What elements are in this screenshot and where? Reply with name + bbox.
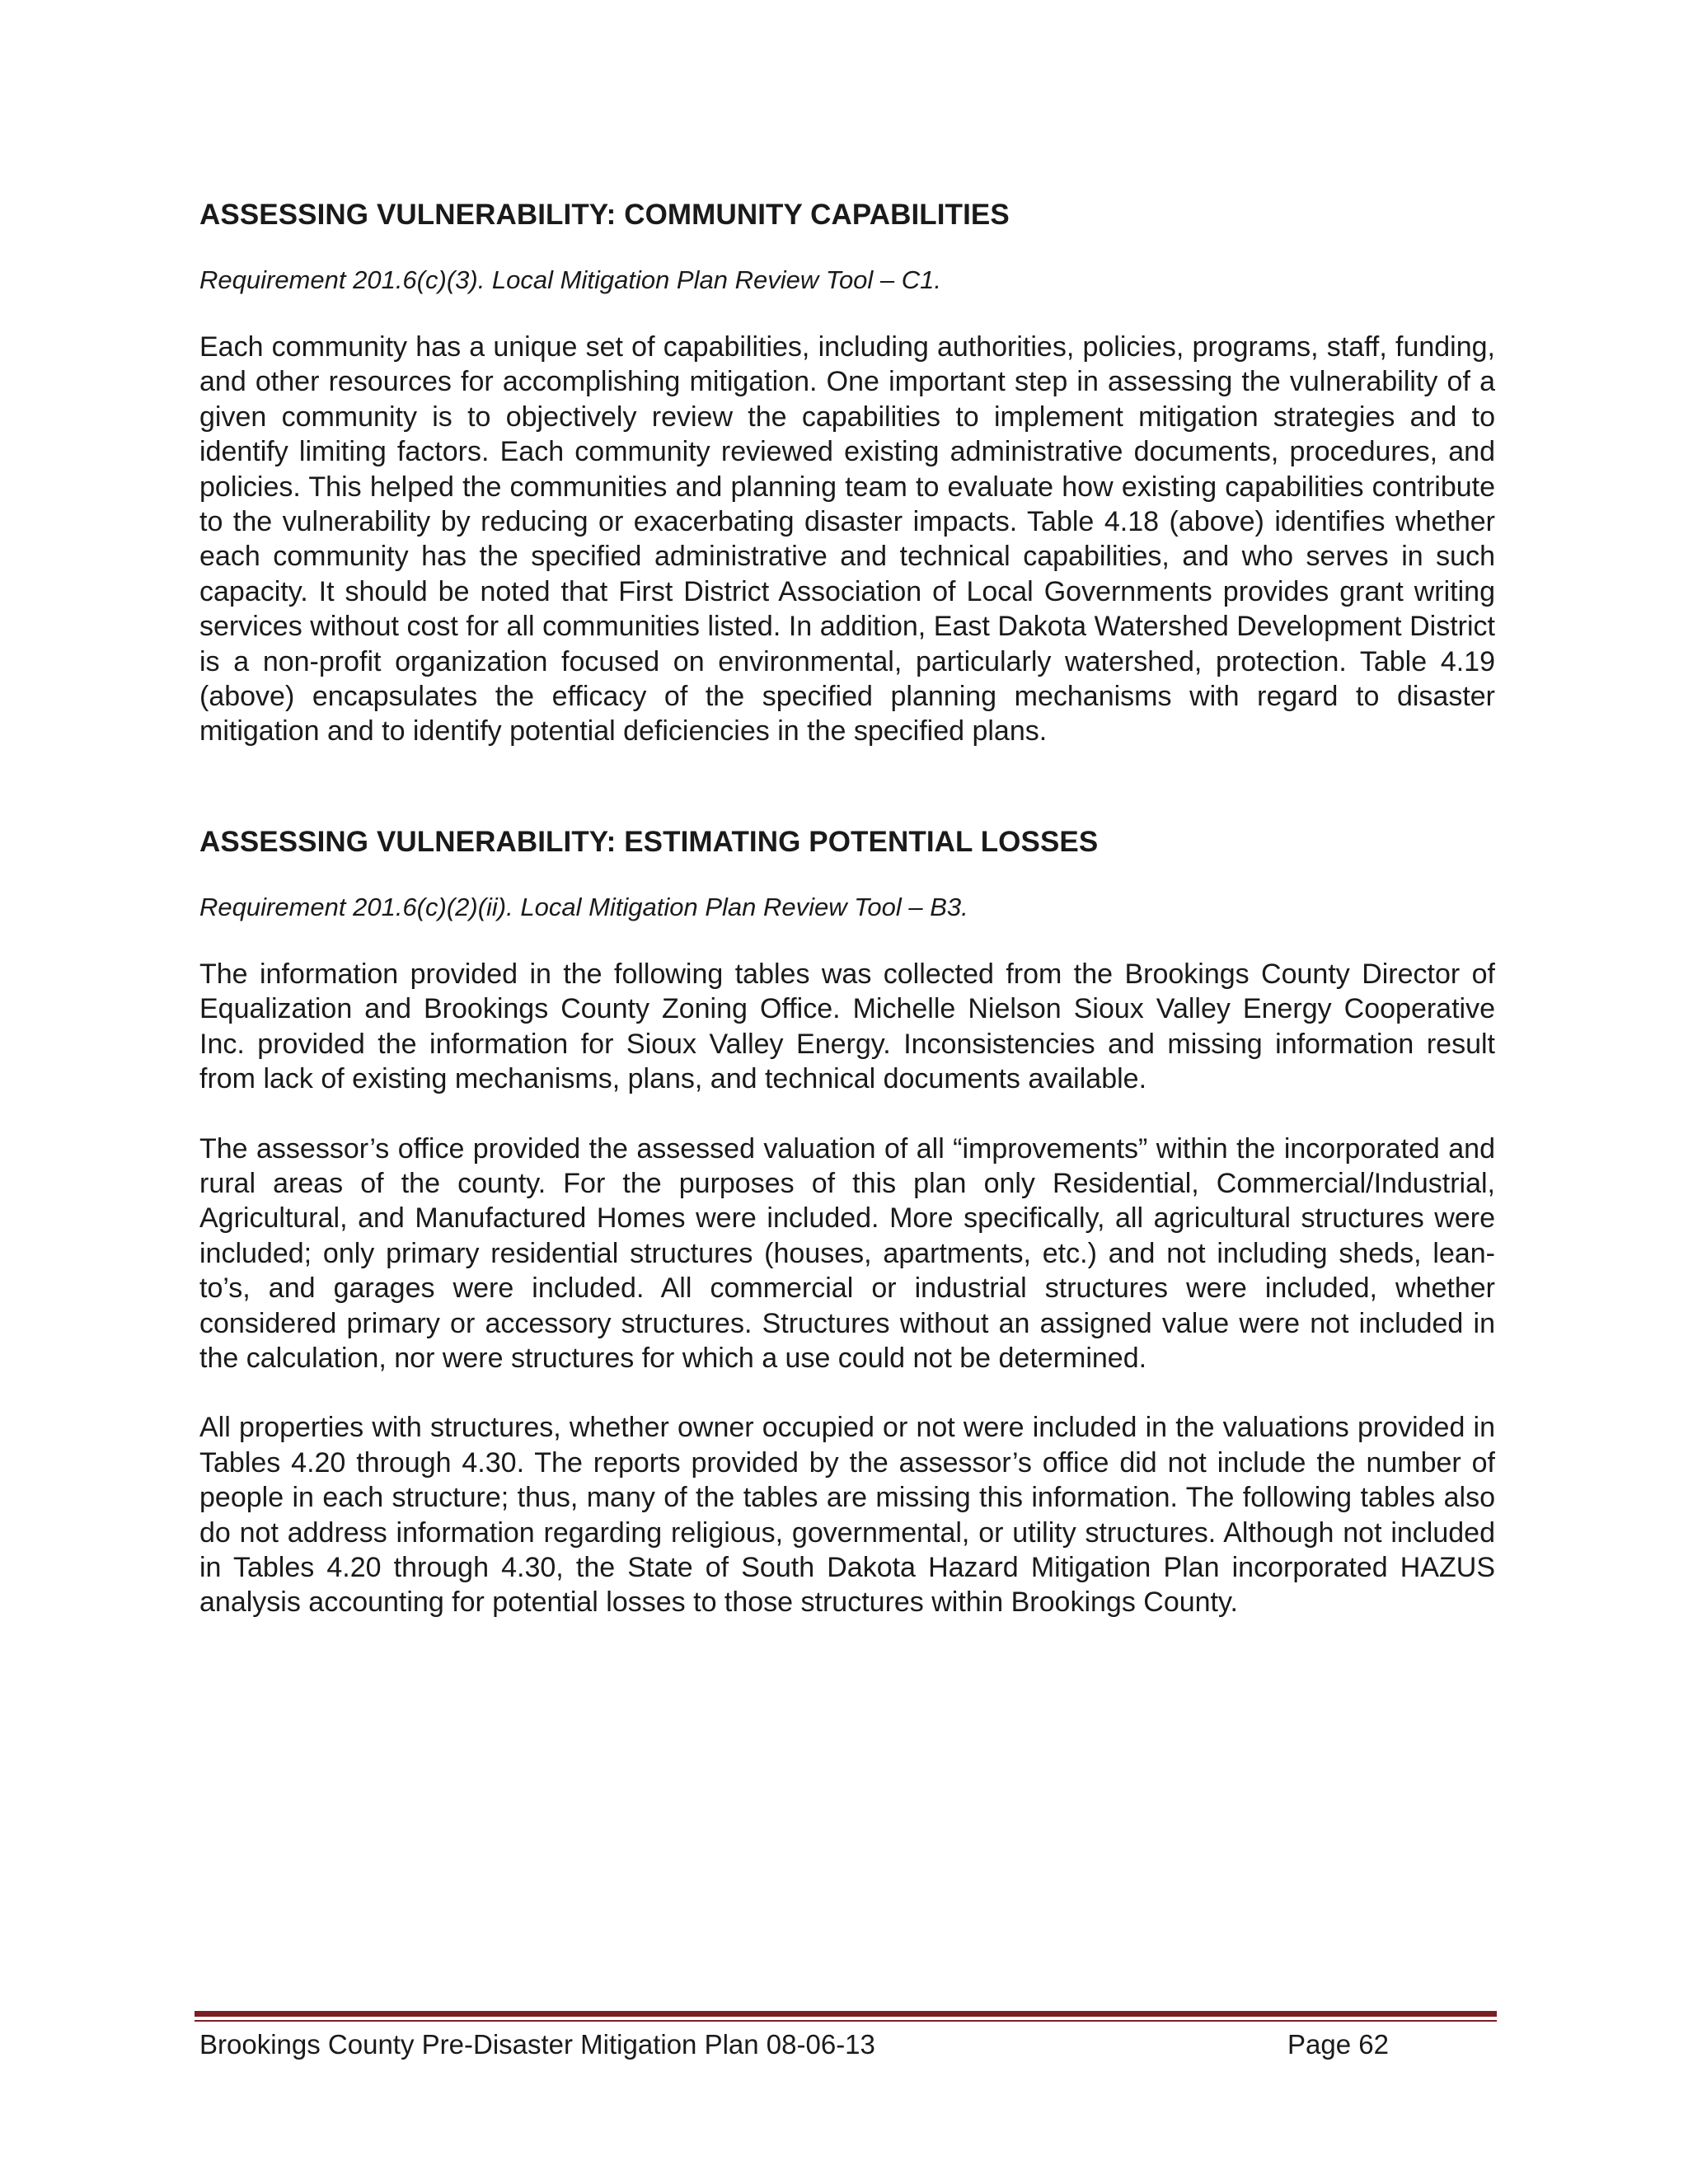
footer-rule-thin [195, 2020, 1497, 2022]
section-heading: ASSESSING VULNERABILITY: ESTIMATING POTENTIAL LOSSES [199, 825, 1099, 858]
section-heading: ASSESSING VULNERABILITY: COMMUNITY CAPABILITIES [199, 199, 1010, 231]
body-paragraph: The information provided in the following tables was collected from the Brookings County Director of Equalization and Brookings County Zoning Office. Michelle Nielson Sioux Valley Energy Cooperative Inc. provided the information for Sioux Valley Energy. Inconsistencies and missing information result from lack of existing mechanisms, plans, and technical documents available. [199, 958, 1495, 1095]
body-paragraph: Each community has a unique set of capabilities, including authorities, policies, programs, staff, funding, and other resources for accomplishing mitigation. One important step in assessing the vulnerability of a given community is to objectively review the capabilities to implement mitigation strategies and to identify limiting factors. Each community reviewed existing administrative documents, procedures, and policies. This helped the communities and planning team to evaluate how existing capabilities contribute to the vulnerability by reducing or exacerbating disaster impacts. Table 4.18 (above) identifies whether each community has the specified administrative and technical capabilities, and who serves in such capacity. It should be noted that First District Association of Local Governments provides grant writing services without cost for all communities listed. In addition, East Dakota Watershed Development District is a non-profit organization focused on environmental, particularly watershed, protection. Table 4.19 (above) encapsulates the efficacy of the specified planning mechanisms with regard to disaster mitigation and to identify potential deficiencies in the specified plans. [199, 331, 1495, 748]
page-content [199, 198, 1495, 1620]
footer-rule [195, 2011, 1497, 2017]
body-paragraph: The assessor’s office provided the assessed valuation of all “improvements” within the incorporated and rural areas of the county. For the purposes of this plan only Residential, Commercial/Industrial, Agricultural, and Manufactured Homes were included. More specifically, all agricultural structures were included; only primary residential structures (houses, apartments, etc.) and not including sheds, lean-to’s, and garages were included. All commercial or industrial structures were included, whether considered primary or accessory structures. Structures without an assigned value were not included in the calculation, nor were structures for which a use could not be determined. [199, 1132, 1495, 1374]
footer-page-number: Page 62 [1287, 2029, 1389, 2060]
body-paragraph: All properties with structures, whether owner occupied or not were included in the valuations provided in Tables 4.20 through 4.30. The reports provided by the assessor’s office did not include the number of people in each structure; thus, many of the tables are missing this information. The following tables also do not address information regarding religious, governmental, or utility structures. Although not included in Tables 4.20 through 4.30, the State of South Dakota Hazard Mitigation Plan incorporated HAZUS analysis accounting for potential losses to those structures within Brookings County. [199, 1412, 1495, 1619]
requirement-reference: Requirement 201.6(c)(2)(ii). Local Mitigation Plan Review Tool – B3. [199, 892, 968, 921]
footer-document-title: Brookings County Pre-Disaster Mitigation Plan 08-06-13 [199, 2029, 875, 2060]
section-community-capabilities [199, 198, 1495, 749]
section-estimating-losses [199, 825, 1495, 1620]
requirement-reference: Requirement 201.6(c)(3). Local Mitigation Plan Review Tool – C1. [199, 265, 942, 294]
